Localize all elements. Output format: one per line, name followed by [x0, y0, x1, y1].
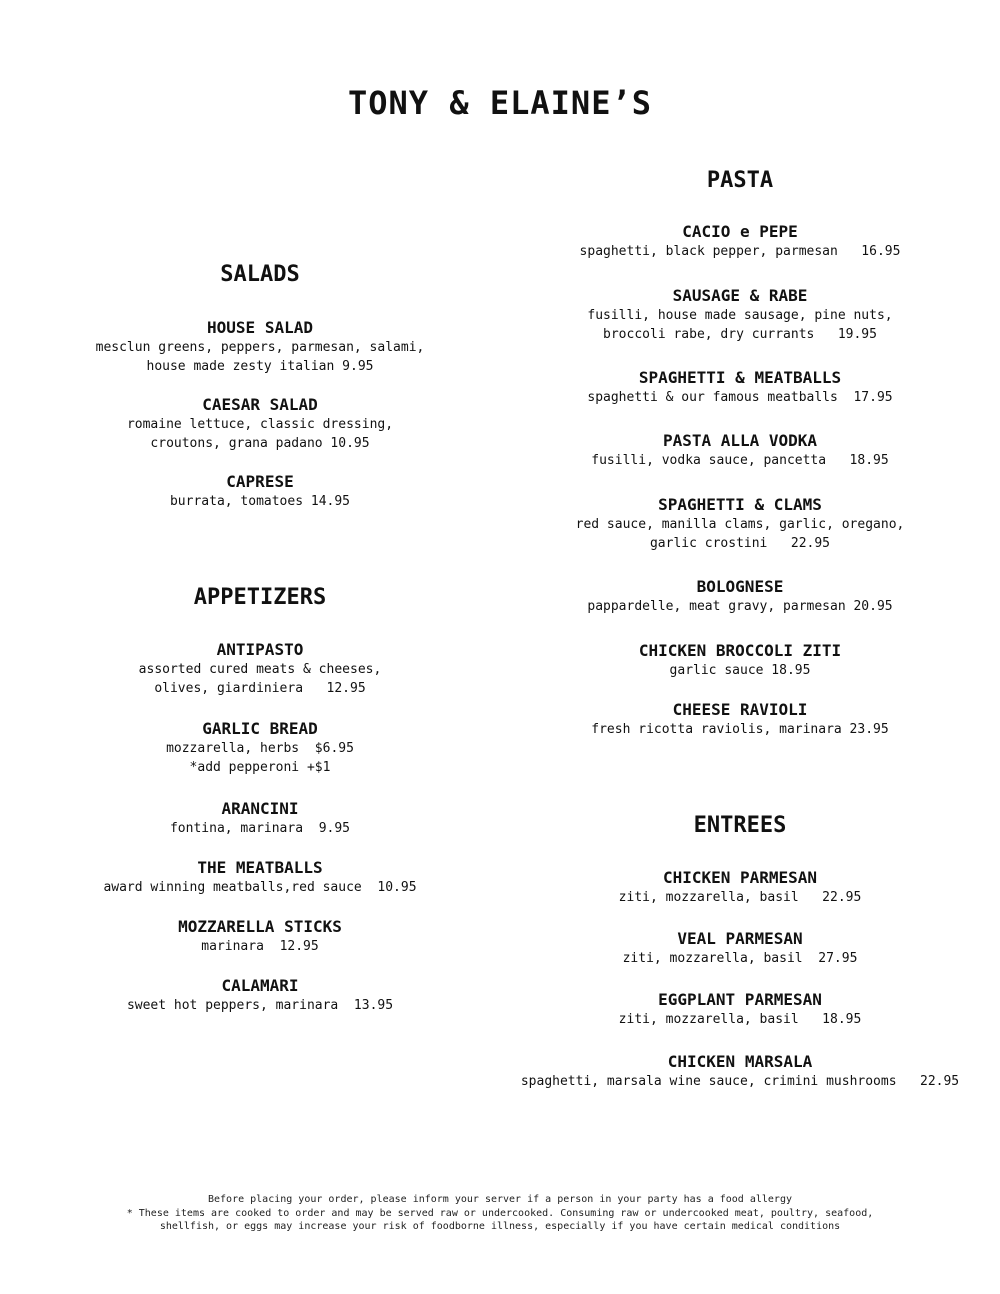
item-description: spaghetti, black pepper, parmesan 16.95 — [579, 244, 901, 259]
allergy-disclaimer — [0, 1193, 1000, 1234]
footer-line-undercooked: * These items are cooked to order and may be served raw or undercooked. Consuming raw or undercooked meat, poultry, seafood, — [126, 1207, 874, 1219]
item-name: CAESAR SALAD — [202, 395, 318, 414]
section-title-pasta: PASTA — [706, 168, 774, 193]
item-description: mesclun greens, peppers, parmesan, salami, house made zesty italian 9.95 — [95, 340, 425, 374]
item-name: SPAGHETTI & MEATBALLS — [638, 368, 842, 387]
item-name: BOLOGNESE — [696, 577, 784, 596]
item-name: CACIO e PEPE — [682, 222, 798, 241]
item-name: THE MEATBALLS — [197, 858, 323, 877]
menu-item-spaghetti-meatballs — [520, 368, 960, 407]
item-name: PASTA ALLA VODKA — [662, 431, 818, 450]
item-name: CHICKEN MARSALA — [667, 1052, 813, 1071]
section-title-appetizers: APPETIZERS — [193, 585, 327, 610]
menu-item-veal-parmesan — [520, 929, 960, 968]
menu-item-garlic-bread — [60, 719, 460, 777]
menu-item-house-salad — [60, 318, 460, 376]
item-name: ANTIPASTO — [216, 640, 304, 659]
item-description: fresh ricotta raviolis, marinara 23.95 — [591, 722, 889, 737]
menu-item-cacio-e-pepe — [520, 222, 960, 261]
item-description: fusilli, house made sausage, pine nuts, broccoli rabe, dry currants 19.95 — [587, 308, 893, 342]
menu-item-spaghetti-clams — [520, 495, 960, 553]
item-name: CHICKEN PARMESAN — [662, 868, 818, 887]
item-name: SPAGHETTI & CLAMS — [658, 495, 822, 514]
item-description: ziti, mozzarella, basil 22.95 — [618, 890, 862, 905]
menu-item-pasta-alla-vodka — [520, 431, 960, 470]
item-description: red sauce, manilla clams, garlic, oregano, garlic crostini 22.95 — [575, 517, 905, 551]
item-name: CHEESE RAVIOLI — [672, 700, 808, 719]
menu-item-calamari — [60, 976, 460, 1015]
item-description: pappardelle, meat gravy, parmesan 20.95 — [587, 599, 893, 614]
item-name: CALAMARI — [221, 976, 299, 995]
item-description: ziti, mozzarella, basil 27.95 — [622, 951, 858, 966]
menu-item-bolognese — [520, 577, 960, 616]
menu-item-the-meatballs — [60, 858, 460, 897]
menu-item-chicken-marsala — [520, 1052, 960, 1091]
footer-line-allergy: Before placing your order, please inform your server if a person in your party has a food allergy — [208, 1194, 792, 1205]
item-name: SAUSAGE & RABE — [672, 286, 808, 305]
item-name: CHICKEN BROCCOLI ZITI — [638, 641, 842, 660]
item-description: romaine lettuce, classic dressing, croutons, grana padano 10.95 — [126, 417, 394, 451]
menu-item-chicken-parmesan — [520, 868, 960, 907]
section-title-salads: SALADS — [220, 262, 300, 287]
item-description: spaghetti & our famous meatballs 17.95 — [587, 390, 893, 405]
item-name: MOZZARELLA STICKS — [178, 917, 342, 936]
menu-item-caprese — [60, 472, 460, 511]
item-name: VEAL PARMESAN — [677, 929, 803, 948]
item-description: spaghetti, marsala wine sauce, crimini mushrooms 22.95 — [520, 1074, 960, 1089]
footer-line-foodborne: shellfish, or eggs may increase your risk of foodborne illness, especially if you have certain medical conditions — [159, 1221, 841, 1232]
item-description: sweet hot peppers, marinara 13.95 — [126, 998, 394, 1013]
item-description: marinara 12.95 — [201, 939, 319, 954]
item-name: GARLIC BREAD — [202, 719, 318, 738]
item-description: garlic sauce 18.95 — [669, 663, 811, 678]
menu-item-caesar-salad — [60, 395, 460, 453]
item-name: CAPRESE — [226, 472, 294, 491]
item-description: assorted cured meats & cheeses, olives, giardiniera 12.95 — [138, 662, 382, 696]
menu-item-eggplant-parmesan — [520, 990, 960, 1029]
item-description: award winning meatballs,red sauce 10.95 — [103, 880, 417, 895]
item-description: ziti, mozzarella, basil 18.95 — [618, 1012, 862, 1027]
restaurant-name: TONY & ELAINE’S — [348, 84, 652, 122]
item-description: fontina, marinara 9.95 — [169, 821, 350, 836]
item-name: EGGPLANT PARMESAN — [658, 990, 822, 1009]
menu-item-arancini — [60, 799, 460, 838]
section-title-entrees: ENTREES — [693, 813, 787, 838]
menu-item-antipasto — [60, 640, 460, 698]
item-name: HOUSE SALAD — [207, 318, 313, 337]
item-description: fusilli, vodka sauce, pancetta 18.95 — [591, 453, 889, 468]
menu-item-sausage-rabe — [520, 286, 960, 344]
menu-item-mozzarella-sticks — [60, 917, 460, 956]
item-name: ARANCINI — [221, 799, 299, 818]
menu-item-chicken-broccoli-ziti — [520, 641, 960, 680]
item-description: mozzarella, herbs $6.95 *add pepperoni +$1 — [166, 741, 354, 775]
menu-item-cheese-ravioli — [520, 700, 960, 739]
item-description: burrata, tomatoes 14.95 — [169, 494, 350, 509]
